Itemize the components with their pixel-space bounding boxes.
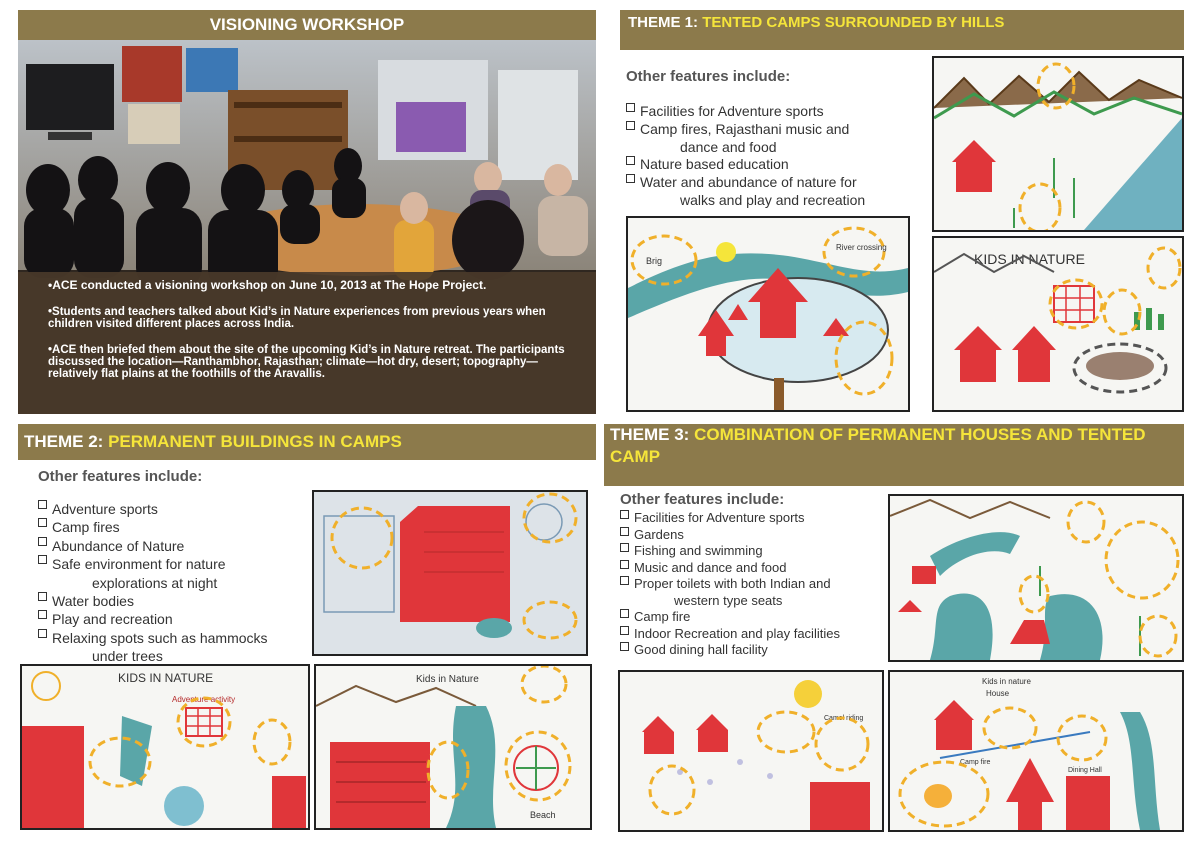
theme2-feature-item (38, 555, 308, 592)
theme3-feature-text: Indoor Recreation and play facilities (634, 625, 840, 641)
theme3-feature-continuation: western type seats (674, 592, 783, 608)
theme1-label-brig: Brig (646, 256, 663, 266)
theme1-title: TENTED CAMPS SURROUNDED BY HILLS (702, 14, 1005, 31)
theme3-feature-text: Proper toilets with both Indian and (634, 576, 831, 591)
theme1-feature-item (626, 121, 926, 157)
theme1-header (620, 10, 1184, 50)
theme3-feature-text: Gardens (634, 526, 684, 542)
theme3-feature-text: Good dining hall facility (634, 642, 768, 657)
theme3-drawing-garden (618, 670, 884, 832)
theme1-label-river: River crossing (836, 243, 887, 252)
theme3-feature-text: Fishing and swimming (634, 543, 763, 558)
theme1-label-kids: KIDS IN NATURE (974, 251, 1085, 267)
theme1-feature-continuation: walks and play and recreation (680, 191, 866, 208)
theme3-feature-text: Camp fire (634, 609, 691, 624)
workshop-text (48, 278, 578, 380)
theme3-features-title: Other features include: (620, 491, 785, 508)
workshop-bullet-1: •ACE conducted a visioning workshop on June 10, 2013 at The Hope Project. (48, 278, 487, 292)
theme1-features-title: Other features include: (626, 68, 791, 85)
theme2-feature-item (38, 500, 308, 518)
theme2-feature-item (38, 518, 308, 536)
theme2-title: PERMANENT BUILDINGS IN CAMPS (108, 432, 402, 451)
theme1-drawing-river (626, 216, 910, 412)
theme3-feature-item (620, 527, 900, 544)
workshop-bullet-2: •Students and teachers talked about Kid’s in Nature experiences from previous years when children visited different places across India. (48, 306, 546, 330)
theme2-feature-item (38, 629, 308, 666)
theme2-feature-item (38, 537, 308, 555)
theme1-feature-continuation: dance and food (680, 138, 777, 155)
theme2-feature-text: Abundance of Nature (52, 537, 185, 554)
theme1-feature-item (626, 174, 926, 210)
theme2-header (18, 424, 596, 460)
theme1-features-list (626, 103, 926, 210)
theme3-label-house: House (986, 689, 1010, 698)
theme1-feature-item (626, 103, 926, 121)
theme1-feature-text: Nature based education (640, 156, 789, 173)
theme3-feature-item (620, 609, 900, 626)
theme3-label-dining: Dining Hall (1068, 767, 1102, 774)
theme2-feature-text: Relaxing spots such as hammocks (52, 629, 268, 646)
theme2-label-kids-nature: Kids in Nature (416, 674, 479, 685)
theme1-drawing-kids (932, 236, 1184, 412)
theme3-header (604, 424, 1184, 486)
theme2-feature-item (38, 610, 308, 628)
theme2-drawing-beach (314, 664, 592, 830)
theme2-feature-text: Camp fires (52, 519, 120, 536)
theme1-feature-text: Facilities for Adventure sports (640, 103, 824, 119)
theme3-features-list (620, 510, 900, 659)
theme2-feature-continuation: under trees (92, 648, 163, 665)
theme2-features-list (38, 500, 308, 666)
theme1-feature-text: Water and abundance of nature for (640, 174, 857, 191)
theme2-feature-text: Safe environment for nature (52, 556, 226, 573)
theme2-label-kids: KIDS IN NATURE (118, 671, 214, 685)
theme3-label-camel: Camel riding (824, 715, 864, 722)
theme3-label-campfire: Camp fire (960, 759, 991, 766)
theme2-feature-text: Water bodies (52, 593, 134, 610)
theme3-prefix: THEME 3: (610, 425, 695, 444)
workshop-header (18, 10, 596, 40)
theme3-feature-item (620, 626, 900, 643)
theme3-title: COMBINATION OF PERMANENT HOUSES AND TENTED CAMP (610, 425, 1146, 466)
theme1-prefix: THEME 1: (628, 14, 703, 31)
workshop-photo (18, 40, 596, 414)
theme1-drawing-hills (932, 56, 1184, 232)
theme3-drawing-river (888, 494, 1184, 662)
theme3-feature-item (620, 560, 900, 577)
theme2-feature-item (38, 592, 308, 610)
theme3-label-kids: Kids in nature (982, 677, 1031, 686)
theme2-feature-text: Play and recreation (52, 611, 173, 628)
theme3-feature-text: Facilities for Adventure sports (634, 510, 805, 525)
theme3-feature-item (620, 576, 900, 609)
workshop-title: VISIONING WORKSHOP (209, 15, 405, 34)
theme2-feature-continuation: explorations at night (92, 574, 218, 591)
theme2-drawing-kids-nature (20, 664, 310, 830)
theme3-drawing-house (888, 670, 1184, 832)
theme3-feature-item (620, 543, 900, 560)
theme2-feature-text: Adventure sports (52, 501, 158, 517)
theme2-label-beach: Beach (530, 810, 556, 820)
theme3-feature-text: Music and dance and food (634, 559, 787, 575)
theme2-features-title: Other features include: (38, 468, 203, 485)
theme2-drawing-building (312, 490, 588, 656)
theme2-prefix: THEME 2: (24, 432, 109, 451)
workshop-bullet-3: •ACE then briefed them about the site of the upcoming Kid’s in Nature retreat. The participants discussed the location—Ranthambhor, Rajasthan; climate—hot dry, desert; topography—relatively flat plains at the foothills of the Aravallis. (48, 344, 565, 380)
theme3-feature-item (620, 510, 900, 527)
theme2-label-adventure: Adventure activity (172, 695, 236, 704)
theme3-feature-item (620, 642, 900, 659)
theme1-feature-text: Camp fires, Rajasthani music and (640, 120, 850, 137)
theme1-feature-item (626, 156, 926, 174)
